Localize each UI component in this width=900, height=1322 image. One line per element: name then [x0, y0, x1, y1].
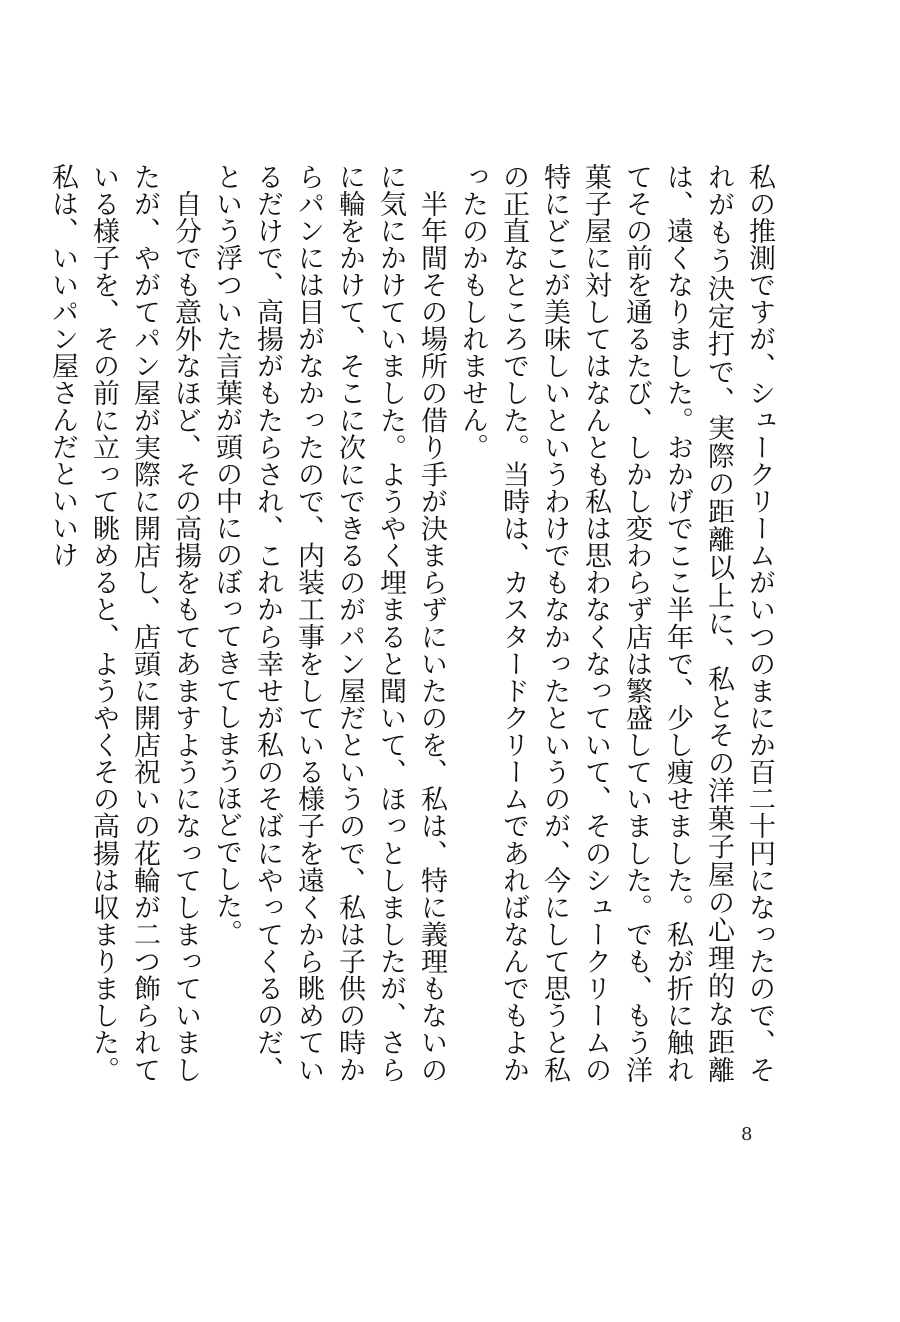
page-number: 8 [741, 1124, 753, 1145]
paragraph-2: 半年間その場所の借り手が決まらずにいたのを、私は、特に義理もないのに気にかけていました。ようやく埋まると聞いて、ほっとしましたが、さらに輪をかけて、そこに次にできるのがパン屋だというので、私は子供の時からパンには目がなかったので、内装工事をしている様子を遠くから眺めているだけで、高揚がもたらされ、これから幸せが私のそばにやってくるのだ、という浮ついた言葉が頭の中にのぼってきてしまうほどでした。 [211, 163, 447, 1084]
vertical-text-body [47, 163, 780, 1084]
paragraph-3: 自分でも意外なほど、その高揚をもてあますようになってしまっていましたが、やがてパン屋が実際に開店し、店頭に開店祝いの花輪が二つ飾られている様子を、その前に立って眺めると、ようやくその高揚は収まりました。私は、いいパン屋さんだといいけ [47, 163, 201, 1084]
paragraph-1: 私の推測ですが、シュークリームがいつのまにか百二十円になったので、それがもう決定打で、実際の距離以上に、私とその洋菓子屋の心理的な距離は、遠くなりました。おかげでここ半年で、少し痩せました。私が折に触れてその前を通るたび、しかし変わらず店は繁盛していました。でも、もう洋菓子屋に対してはなんとも私は思わなくなっていて、そのシュークリームの特にどこが美味しいというわけでもなかったというのが、今にして思うと私の正直なところでした。当時は、カスタードクリームであればなんでもよかったのかもしれません。 [457, 163, 775, 1084]
